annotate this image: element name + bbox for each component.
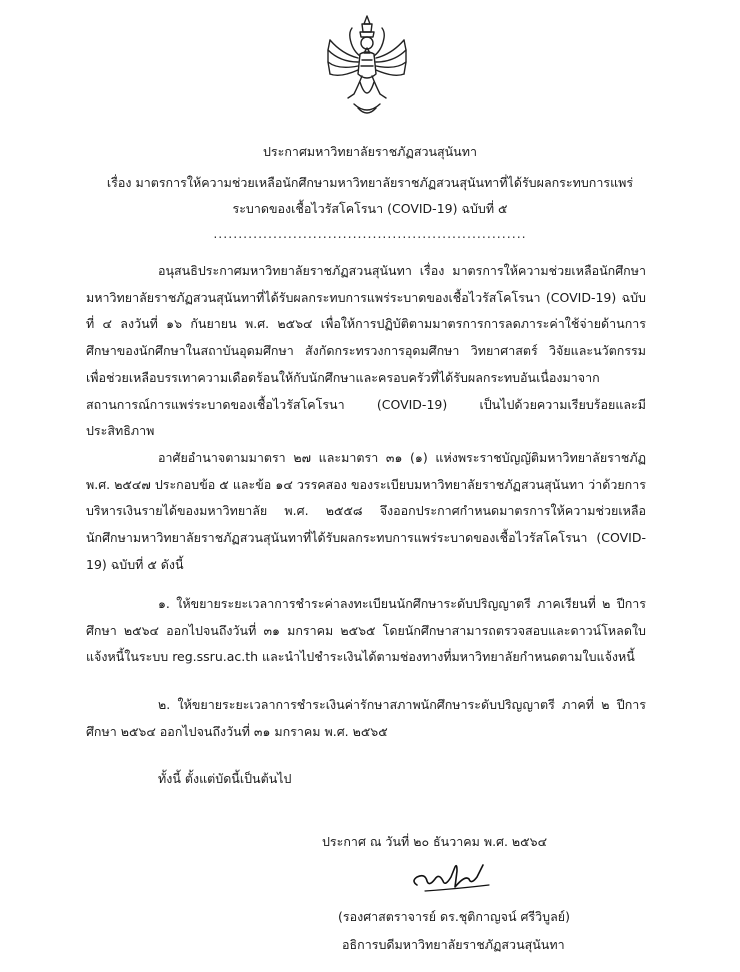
dotted-divider: ...............................................................	[213, 226, 527, 241]
document-title: ประกาศมหาวิทยาลัยราชภัฏสวนสุนันทา	[263, 144, 477, 159]
signer-name: (รองศาสตราจารย์ ดร.ชุติกาญจน์ ศรีวิบูลย์)	[338, 909, 570, 924]
signer-title: อธิการบดีมหาวิทยาลัยราชภัฏสวนสุนันทา	[342, 937, 565, 952]
announcement-date: ประกาศ ณ วันที่ ๒๐ ธันวาคม พ.ศ. ๒๕๖๔	[322, 834, 548, 849]
subject-line: เรื่อง มาตรการให้ความช่วยเหลือนักศึกษามหาวิทยาลัยราชภัฏสวนสุนันทาที่ได้รับผลกระทบการแพร่	[106, 175, 634, 190]
signature-icon	[405, 855, 525, 897]
effective-statement: ทั้งนี้ ตั้งแต่บัดนี้เป็นต้นไป	[158, 771, 292, 786]
measure-item-2: ๒. ให้ขยายระยะเวลาการชำระเงินค่ารักษาสภาพนักศึกษาระดับปริญญาตรี ภาคที่ ๒ ปีการศึกษา ๒๕๖๔ ออกไปจนถึงวันที่ ๓๑ มกราคม พ.ศ. ๒๕๖๕	[86, 697, 646, 739]
measure-item-1: ๑. ให้ขยายระยะเวลาการชำระค่าลงทะเบียนนักศึกษาระดับปริญญาตรี ภาคเรียนที่ ๒ ปีการศึกษา ๒๕๖๔ ออกไปจนถึงวันที่ ๓๑ มกราคม ๒๕๖๕ โดยนักศึกษาสามารถตรวจสอบและดาวน์โหลดใบแจ้งหนี้ในระบบ reg.ssru.ac.th และนำไปชำระเงินได้ตามช่องทางที่มหาวิทยาลัยกำหนดตามใบแจ้งหนี้	[86, 596, 646, 665]
subject-line: ระบาดของเชื้อไวรัสโคโรนา (COVID-19) ฉบับที่ ๕	[232, 201, 508, 216]
paragraph-authority: อาศัยอำนาจตามมาตรา ๒๗ และมาตรา ๓๑ (๑) แห่งพระราชบัญญัติมหาวิทยาลัยราชภัฏ พ.ศ. ๒๕๔๗ ประกอบข้อ ๕ และข้อ ๑๔ วรรคสอง ของระเบียบมหาวิทยาลัยราชภัฏสวนสุนันทา ว่าด้วยการบริหารเงินรายได้ของมหาวิทยาลัย พ.ศ. ๒๕๕๘ จึงออกประกาศกำหนดมาตรการให้ความช่วยเหลือนักศึกษามหาวิทยาลัยราชภัฏสวนสุนันทาที่ได้รับผลกระทบการแพร่ระบาดของเชื้อไวรัสโคโรนา (COVID-19) ฉบับที่ ๕ ดังนี้	[86, 450, 646, 572]
paragraph-preamble: อนุสนธิประกาศมหาวิทยาลัยราชภัฏสวนสุนันทา เรื่อง มาตรการให้ความช่วยเหลือนักศึกษามหาวิทยาลัยราชภัฏสวนสุนันทาที่ได้รับผลกระทบการแพร่ระบาดของเชื้อไวรัสโคโรนา (COVID-19) ฉบับที่ ๔ ลงวันที่ ๑๖ กันยายน พ.ศ. ๒๕๖๔ เพื่อให้การปฏิบัติตามมาตรการการลดภาระค่าใช้จ่ายด้านการศึกษาของนักศึกษาในสถาบันอุดมศึกษา สังกัดกระทรวงการอุดมศึกษา วิทยาศาสตร์ วิจัยและนวัตกรรม เพื่อช่วยเหลือบรรเทาความเดือดร้อนให้กับนักศึกษาและครอบครัวที่ได้รับผลกระทบอันเนื่องมาจากสถานการณ์การแพร่ระบาดของเชื้อไวรัสโคโรนา (COVID-19) เป็นไปด้วยความเรียบร้อยและมีประสิทธิภาพ	[86, 263, 646, 439]
garuda-emblem-icon	[324, 12, 410, 120]
document-subject	[0, 170, 740, 222]
